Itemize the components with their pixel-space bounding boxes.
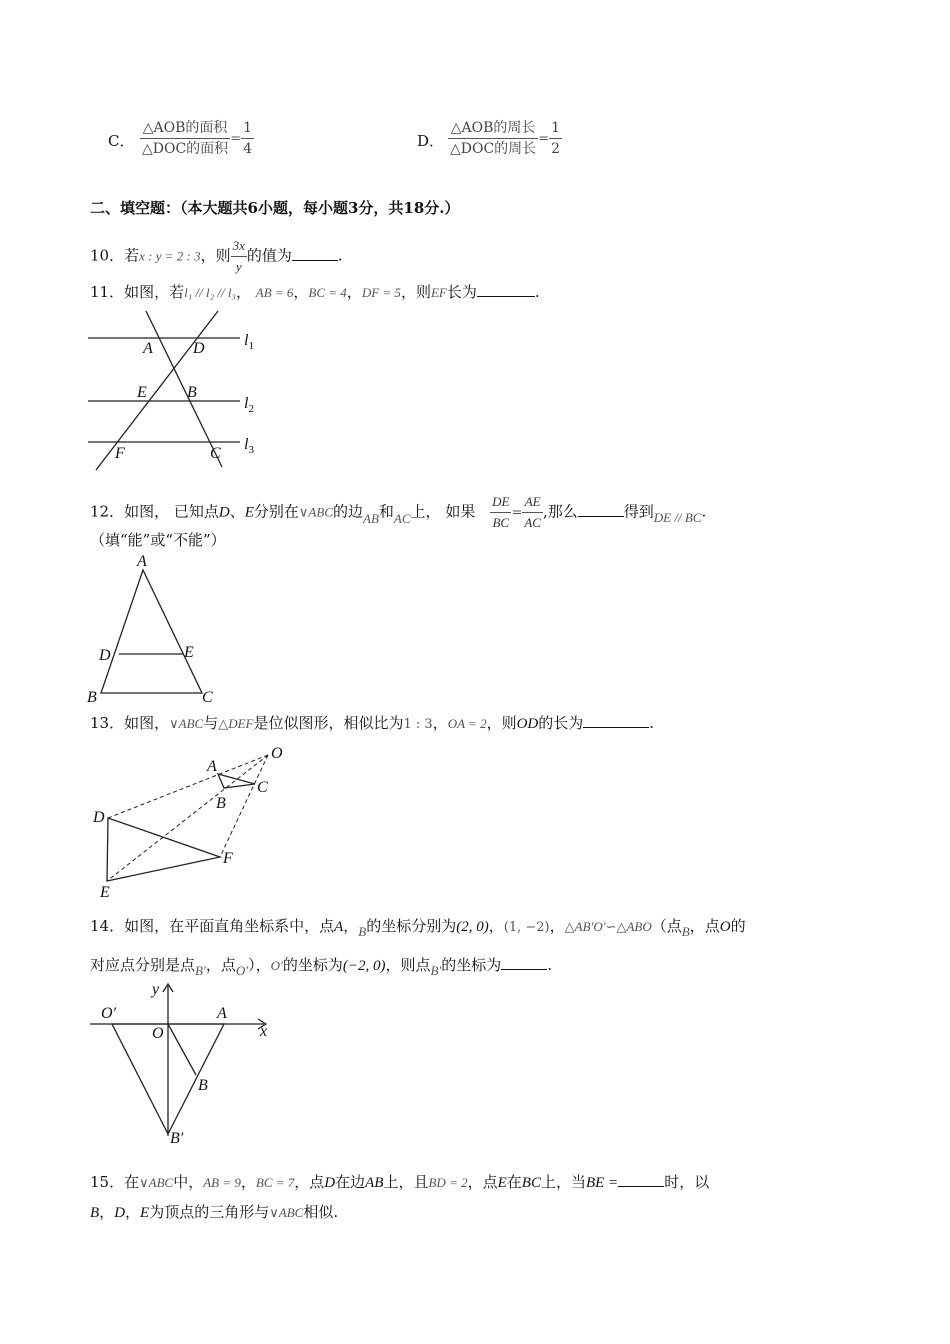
- q13-answer-blank[interactable]: [583, 713, 649, 728]
- question-13: 13．如图，∨ABC与△DEF是位似图形，相似比为1 : 3，OA = 2，则OD的长为 .: [90, 714, 655, 732]
- q11-answer-blank[interactable]: [477, 282, 535, 297]
- label-B: B: [187, 384, 197, 401]
- ray-of: [220, 755, 268, 857]
- option-d-label: D．: [417, 132, 445, 150]
- triangle-def: [107, 818, 220, 881]
- label-B: B: [216, 795, 226, 812]
- label-E: E: [100, 884, 110, 900]
- label-O: O: [152, 1025, 164, 1042]
- segment-ob: [168, 1024, 196, 1075]
- option-d-text-fraction: $\frac{\text{△AOB的周长}}{\text{△DOC的周长}}$: [450, 120, 537, 157]
- label-E: E: [184, 644, 194, 661]
- question-12: 12．如图， 已知点D、E分别在∨ABC的边AB和AC上， 如果 $\frac{DE}{BC}$ = $\frac{AE}{AC}$ ,那么 得到DE // BC.: [90, 492, 706, 533]
- q12-figure: [84, 552, 224, 708]
- label-F: F: [223, 850, 233, 867]
- triangle-abc: [218, 774, 255, 788]
- option-c-label: C．: [108, 132, 135, 150]
- section-title: 二、填空题：（本大题共6小题，每小题3分，共18分.）: [90, 199, 460, 217]
- label-E: E: [137, 384, 147, 401]
- option-d-value-fraction: $\frac{1}{2}$: [551, 120, 561, 157]
- label-D: D: [93, 809, 105, 826]
- q12-answer-blank[interactable]: [578, 502, 624, 517]
- label-l3: $l_3$: [244, 436, 254, 456]
- label-l2: $l_2$: [244, 395, 254, 415]
- q12-fraction-de-bc: $\frac{DE}{BC}$: [492, 494, 510, 530]
- label-O: O: [271, 745, 283, 762]
- label-D: D: [99, 647, 111, 664]
- label-O-prime: O′: [101, 1005, 117, 1022]
- label-D: D: [193, 340, 205, 357]
- q11-figure: [80, 305, 280, 475]
- q15-answer-blank[interactable]: [618, 1172, 664, 1187]
- q10-answer-blank[interactable]: [292, 246, 338, 261]
- label-F: F: [115, 445, 125, 462]
- option-c-value-fraction: $\frac{1}{4}$: [243, 120, 253, 157]
- question-15-line-2: B，D，E为顶点的三角形与∨ABC相似.: [90, 1203, 339, 1221]
- option-d-ratio: $\frac{\text{△AOB的周长}}{\text{△DOC的周长}}$ = $\frac{1}{2}$: [450, 120, 561, 157]
- label-y: y: [152, 981, 160, 998]
- triangle-abc: [101, 570, 202, 693]
- q12-hint: （填“能”或“不能”）: [90, 531, 226, 549]
- label-l1: $l_1$: [244, 332, 254, 352]
- q12-fraction-ae-ac: $\frac{AE}{AC}$: [524, 494, 541, 530]
- label-B-prime: B′: [170, 1130, 184, 1147]
- label-C: C: [210, 445, 221, 462]
- q13-figure: [88, 740, 298, 900]
- label-C: C: [257, 779, 268, 796]
- label-x: x: [260, 1023, 268, 1040]
- label-B: B: [87, 689, 97, 706]
- option-c-text-fraction: $\frac{\text{△AOB的面积}}{\text{△DOC的面积}}$: [142, 120, 229, 157]
- question-11: 11．如图，若l₁ // l₂ // l₃， AB = 6，BC = 4，DF = 5，则EF长为 .: [90, 283, 540, 301]
- label-B: B: [198, 1077, 208, 1094]
- ray-oe: [107, 755, 268, 881]
- question-14-line-2: 对应点分别是点B′，点O′），O′的坐标为(−2, 0)，则点B′的坐标为 .: [90, 956, 553, 978]
- q10-fraction: $\frac{3x}{y}$: [232, 238, 245, 274]
- label-A: A: [137, 553, 147, 570]
- question-14-line-1: 14．如图，在平面直角坐标系中，点A，B的坐标分别为(2, 0)，(1, −2)，△AB′O′∽△ABO（点B，点O的: [90, 917, 746, 939]
- ray-od: [108, 755, 268, 818]
- option-c-ratio: $\frac{\text{△AOB的面积}}{\text{△DOC的面积}}$ = $\frac{1}{4}$: [142, 120, 253, 157]
- label-A: A: [207, 758, 217, 775]
- label-A: A: [217, 1005, 227, 1022]
- question-15-line-1: 15．在∨ABC中，AB = 9，BC = 7，点D在边AB上，且BD = 2，点E在BC上，当BE = 时，以: [90, 1173, 710, 1191]
- q14-answer-blank[interactable]: [501, 955, 547, 970]
- question-10: 10．若x : y = 2 : 3，则 $\frac{3x}{y}$ 的值为 .: [90, 236, 343, 277]
- label-C: C: [202, 689, 213, 706]
- q14-figure: [86, 978, 286, 1150]
- label-A: A: [143, 340, 153, 357]
